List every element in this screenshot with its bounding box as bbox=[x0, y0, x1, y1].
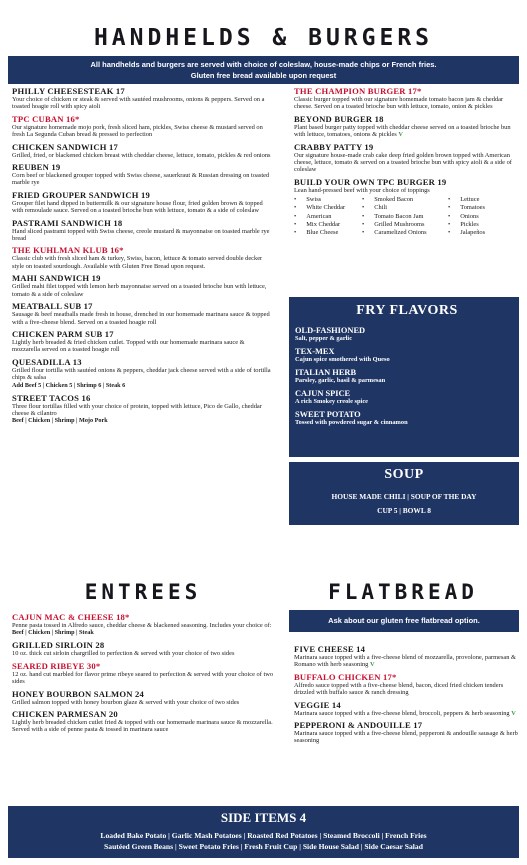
topping-grid bbox=[294, 196, 519, 237]
menu-item-name: FIVE CHEESE 14 bbox=[294, 644, 366, 654]
side-items-line1: Loaded Bake Potato | Garlic Mash Potatoes | Roasted Red Potatoes | Steamed Broccoli | French Fries bbox=[100, 831, 427, 840]
menu-item-name: REUBEN 19 bbox=[12, 162, 61, 173]
menu-item-desc-text: Three flour tortillas filled with your choice of protein, topped with lettuce, Pico de Gallo, cheddar cheese & cilantro bbox=[12, 402, 262, 417]
menu-item bbox=[12, 393, 274, 426]
menu-item bbox=[12, 640, 280, 657]
fry-flavor bbox=[295, 389, 519, 406]
menu-item-desc bbox=[12, 719, 280, 734]
menu-item-desc bbox=[12, 339, 274, 354]
entrees-list bbox=[12, 612, 280, 737]
menu-item bbox=[12, 142, 274, 159]
build-burger-desc: Lean hand-pressed beef with your choice of toppings bbox=[294, 186, 430, 194]
topping-item: • Onions bbox=[448, 213, 518, 221]
menu-item-name: HONEY BOURBON SALMON 24 bbox=[12, 688, 145, 699]
flatbread-title: FLATBREAD bbox=[328, 580, 478, 604]
fry-flavor bbox=[295, 326, 519, 343]
menu-item-desc bbox=[294, 124, 519, 139]
menu-item-desc bbox=[294, 152, 519, 174]
entrees-title: ENTREES bbox=[84, 580, 202, 604]
fry-flavor-desc: Parsley, garlic, basil & parmesan bbox=[295, 377, 386, 384]
menu-item-desc-text: Your choice of chicken or steak & served with sautéed mushrooms, onions & peppers. Served on a toasted hoagie roll with spicy aioli bbox=[12, 96, 265, 111]
menu-item-name: PASTRAMI SANDWICH 18 bbox=[12, 217, 123, 228]
handhelds-banner bbox=[8, 56, 519, 84]
menu-item-name: QUESADILLA 13 bbox=[12, 356, 82, 367]
menu-item-desc bbox=[294, 96, 519, 111]
menu-item-desc bbox=[12, 622, 280, 629]
menu-item-name: STREET TACOS 16 bbox=[12, 392, 91, 403]
topping-item: • Jalapeños bbox=[448, 229, 518, 237]
menu-item bbox=[294, 644, 519, 669]
fry-flavor-name: TEX-MEX bbox=[295, 347, 335, 356]
soup-prices: CUP 5 | BOWL 8 bbox=[377, 506, 431, 515]
topping-item: • Grilled Mushrooms bbox=[362, 221, 448, 229]
menu-item bbox=[294, 720, 519, 745]
menu-item-desc bbox=[12, 152, 274, 159]
menu-item-desc-text: Classic club with fresh sliced ham & turkey, Swiss, bacon, lettuce & tomato served double decker style on toasted sourdough. Available with Gluten Free Bread upon request. bbox=[12, 255, 263, 270]
topping-item: • Lettuce bbox=[448, 196, 518, 204]
menu-item bbox=[294, 700, 519, 717]
menu-item bbox=[12, 190, 274, 215]
menu-item-name: MEATBALL SUB 17 bbox=[12, 301, 93, 312]
menu-item-desc-text: Lightly herb breaded & fried chicken cutlet. Topped with our homemade marinara sauce & mozzarella served on a toasted hoagie roll bbox=[12, 338, 245, 354]
menu-item-name: GRILLED SIRLOIN 28 bbox=[12, 640, 105, 651]
menu-item-desc-text: Corn beef or blackened grouper topped with Swiss cheese, sauerkraut & Russian dressing on toasted marble rye bbox=[12, 172, 270, 187]
fry-flavors-title: FRY FLAVORS bbox=[356, 303, 458, 318]
menu-item bbox=[12, 273, 274, 298]
fry-flavor bbox=[295, 410, 519, 427]
menu-item-desc bbox=[12, 671, 280, 686]
topping-column-cheese bbox=[294, 196, 362, 237]
menu-item-desc-text: Our signature homemade mojo pork, fresh sliced ham, pickles, Swiss cheese & mustard served on fresh La Segunda Cuban bread & pressed to perfection bbox=[12, 123, 263, 139]
vegan-icon: V bbox=[511, 709, 516, 717]
menu-item bbox=[294, 114, 519, 139]
menu-item-desc-text: 10 oz. thick cut sirloin chargrilled to perfection & served with your choice of two sides bbox=[12, 650, 235, 658]
menu-item-options: Add Beef 5 | Chicken 5 | Shrimp 6 | Steak 6 bbox=[12, 381, 126, 389]
menu-item-desc-text: 12 oz. hand cut marbled for flavor prime ribeye seared to perfection & served with your choice of two sides bbox=[12, 670, 274, 686]
topping-item: • Mix Cheddar bbox=[294, 221, 362, 229]
topping-item: • Tomato Bacon Jam bbox=[362, 213, 448, 221]
menu-item-name: MAHI SANDWICH 19 bbox=[12, 273, 101, 284]
topping-item: • Swiss bbox=[294, 196, 362, 204]
side-items-title: SIDE ITEMS 4 bbox=[220, 810, 307, 825]
fry-flavor-name: CAJUN SPICE bbox=[295, 389, 351, 398]
menu-item-name: TPC CUBAN 16* bbox=[12, 113, 80, 124]
topping-item: • White Cheddar bbox=[294, 204, 362, 212]
menu-item-desc bbox=[12, 311, 274, 326]
menu-item-desc bbox=[12, 650, 280, 657]
menu-item-desc-text: Hand sliced pastrami topped with Swiss cheese, creole mustard & mayonnaise on toasted marble rye bread bbox=[12, 227, 270, 243]
menu-item-name: CHICKEN PARMESAN 20 bbox=[12, 709, 118, 720]
menu-item-desc bbox=[12, 283, 274, 298]
menu-item-desc bbox=[294, 730, 519, 745]
menu-item-name: THE KUHLMAN KLUB 16* bbox=[12, 245, 124, 256]
menu-item bbox=[12, 218, 274, 243]
menu-item-name: THE CHAMPION BURGER 17* bbox=[294, 86, 422, 96]
handhelds-right-column bbox=[294, 86, 519, 240]
menu-item-desc bbox=[12, 172, 274, 187]
burger-list bbox=[294, 86, 519, 174]
menu-item-desc bbox=[12, 124, 274, 139]
handhelds-banner-line1: All handhelds and burgers are served with choice of coleslaw, house-made chips or French fries. bbox=[90, 60, 437, 69]
fry-flavor-desc: Salt, pepper & garlic bbox=[295, 335, 353, 342]
menu-item-desc-text: Our signature house-made crab cake deep fried golden brown topped with American cheese, lettuce, tomato & served on a toasted brioche bun with spicy aioli & a side of coleslaw bbox=[294, 151, 512, 174]
menu-item-name: CHICKEN SANDWICH 17 bbox=[12, 141, 118, 152]
menu-item-desc-text: Grilled mahi filet topped with lemon herb mayonnaise served on a toasted brioche bun with lettuce, tomato & a side of coleslaw bbox=[12, 283, 267, 298]
menu-item-desc-text: Grouper filet hand dipped in buttermilk & our signature house flour, fried golden brown & topped with remoulade sauce. Served on a toasted brioche bun with lettuce, tomato & a side of coleslaw bbox=[12, 199, 263, 215]
topping-item: • Blue Cheese bbox=[294, 229, 362, 237]
soup-title: SOUP bbox=[384, 467, 424, 482]
fry-flavor-desc: A rich Smokey creole spice bbox=[295, 398, 369, 405]
handhelds-title: HANDHELDS & BURGERS bbox=[93, 25, 434, 51]
menu-item-desc bbox=[12, 699, 280, 706]
menu-item-desc-text: Penne pasta tossed in Alfredo sauce, cheddar cheese & blackened seasoning. Includes your choice of: bbox=[12, 622, 272, 629]
menu-item-desc-text: Marinara sauce topped with a five-cheese blend of mozzarella, provolone, parmesan & Romano with herb seasoning bbox=[294, 654, 516, 669]
menu-item bbox=[12, 162, 274, 187]
fry-flavor-name: OLD-FASHIONED bbox=[295, 326, 366, 335]
fry-flavor-name: ITALIAN HERB bbox=[295, 368, 357, 377]
side-items-box bbox=[8, 806, 519, 858]
fry-flavor bbox=[295, 368, 519, 385]
menu-item-name: CAJUN MAC & CHEESE 18* bbox=[12, 612, 130, 622]
fry-flavors-box bbox=[289, 297, 519, 457]
menu-item bbox=[12, 301, 274, 326]
menu-item-name: CRABBY PATTY 19 bbox=[294, 141, 374, 152]
fry-flavors-list bbox=[295, 326, 519, 427]
menu-item-desc-text: Plant based burger patty topped with cheddar cheese served on a toasted brioche bun with lettuce, tomatoes, onions & pickles bbox=[294, 123, 511, 139]
menu-item-desc bbox=[12, 367, 274, 382]
menu-item-name: BEYOND BURGER 18 bbox=[294, 113, 384, 124]
menu-item bbox=[12, 612, 280, 637]
menu-item-desc-text: Marinara sauce topped with a five-cheese blend, pepperoni & andouille sausage & herb seasoning bbox=[294, 730, 518, 745]
menu-item bbox=[12, 661, 280, 686]
topping-item: • Smoked Bacon bbox=[362, 196, 448, 204]
menu-item-desc-text: Grilled flour tortilla with sautéed onions & peppers, cheddar jack cheese served with a side of tortilla chips & salsa bbox=[12, 366, 271, 382]
menu-item bbox=[12, 86, 274, 111]
menu-item bbox=[12, 245, 274, 270]
menu-item bbox=[294, 142, 519, 174]
menu-item-name: FRIED GROUPER SANDWICH 19 bbox=[12, 189, 150, 200]
menu-item-desc bbox=[12, 403, 274, 418]
menu-item bbox=[294, 672, 519, 697]
handhelds-banner-line2: Gluten free bread available upon request bbox=[190, 71, 337, 80]
menu-item-desc-text: Marinara sauce topped with a five-cheese blend, broccoli, peppers & herb seasoning bbox=[294, 709, 510, 717]
topping-item: • American bbox=[294, 213, 362, 221]
menu-item-desc bbox=[12, 200, 274, 215]
topping-item: • Caramelized Onions bbox=[362, 229, 448, 237]
topping-item: • Pickles bbox=[448, 221, 518, 229]
fry-flavor bbox=[295, 347, 519, 364]
soup-box bbox=[289, 462, 519, 525]
menu-item bbox=[12, 689, 280, 706]
menu-item-name: BUFFALO CHICKEN 17* bbox=[294, 671, 397, 682]
menu-item-desc bbox=[294, 654, 519, 669]
menu-item-desc-text: Alfredo sauce topped with a five-cheese blend, bacon, diced fried chicken tenders drizzled with buffalo sauce & ranch dressing bbox=[294, 681, 504, 697]
menu-item-desc bbox=[294, 682, 519, 697]
topping-column-veggies bbox=[448, 196, 518, 237]
fry-flavor-desc: Tossed with powdered sugar & cinnamon bbox=[295, 419, 408, 426]
menu-item bbox=[12, 329, 274, 354]
build-your-own-burger bbox=[294, 177, 519, 237]
menu-item-name: VEGGIE 14 bbox=[294, 699, 341, 710]
topping-item: • Tomatoes bbox=[448, 204, 518, 212]
side-items-line2: Sautéed Green Beans | Sweet Potato Fries | Fresh Fruit Cup | Side House Salad | Side Caesar Salad bbox=[104, 842, 423, 851]
menu-item-options: Beef | Chicken | Shrimp | Steak bbox=[12, 629, 94, 637]
flatbread-list bbox=[294, 644, 519, 748]
menu-item-desc-text: Classic burger topped with our signature homemade tomato bacon jam & cheddar cheese. Served on a toasted brioche bun with lettuce, tomato, onion & pickles bbox=[294, 96, 504, 111]
build-burger-name: BUILD YOUR OWN TPC BURGER 19 bbox=[294, 176, 447, 187]
menu-item-name: PHILLY CHEESESTEAK 17 bbox=[12, 86, 125, 96]
handhelds-left-column bbox=[12, 86, 274, 428]
menu-item bbox=[12, 709, 280, 734]
fry-flavor-desc: Cajun spice smothered with Queso bbox=[295, 356, 390, 363]
menu-item-options: Beef | Chicken | Shrimp | Mojo Pork bbox=[12, 417, 108, 425]
vegan-icon: V bbox=[369, 661, 375, 669]
menu-item-name: PEPPERONI & ANDOUILLE 17 bbox=[294, 720, 423, 731]
menu-item-desc-text: Grilled salmon topped with honey bourbon glaze & served with your choice of two sides bbox=[12, 698, 240, 706]
soup-options: HOUSE MADE CHILI | SOUP OF THE DAY bbox=[331, 492, 477, 501]
menu-item-desc bbox=[12, 255, 274, 270]
menu-item-desc bbox=[294, 710, 519, 717]
menu-item-desc bbox=[12, 228, 274, 243]
menu-item-desc-text: Lightly herb breaded chicken cutlet fried & topped with our homemade marinara sauce & mozzarella. Served with a side of penne pasta & tossed in marinara sauce bbox=[12, 719, 273, 734]
menu-item-name: CHICKEN PARM SUB 17 bbox=[12, 328, 114, 339]
topping-column-premium bbox=[362, 196, 448, 237]
menu-item-desc bbox=[12, 96, 274, 111]
menu-item-desc-text: Sausage & beef meatballs made fresh in house, drenched in our homemade marinara sauce & topped with a five-cheese blend. Served on a toasted hoagie roll bbox=[12, 311, 270, 326]
menu-item-desc-text: Grilled, fried, or blackened chicken breast with cheddar cheese, lettuce, tomato, pickles & red onions bbox=[12, 151, 271, 159]
menu-item bbox=[12, 357, 274, 390]
topping-item: • Chili bbox=[362, 204, 448, 212]
menu-item bbox=[294, 86, 519, 111]
menu-item bbox=[12, 114, 274, 139]
vegan-icon: V bbox=[398, 131, 403, 139]
fry-flavor-name: SWEET POTATO bbox=[295, 410, 361, 419]
flatbread-banner: Ask about our gluten free flatbread option. bbox=[289, 610, 519, 632]
menu-item-name: SEARED RIBEYE 30* bbox=[12, 660, 101, 671]
